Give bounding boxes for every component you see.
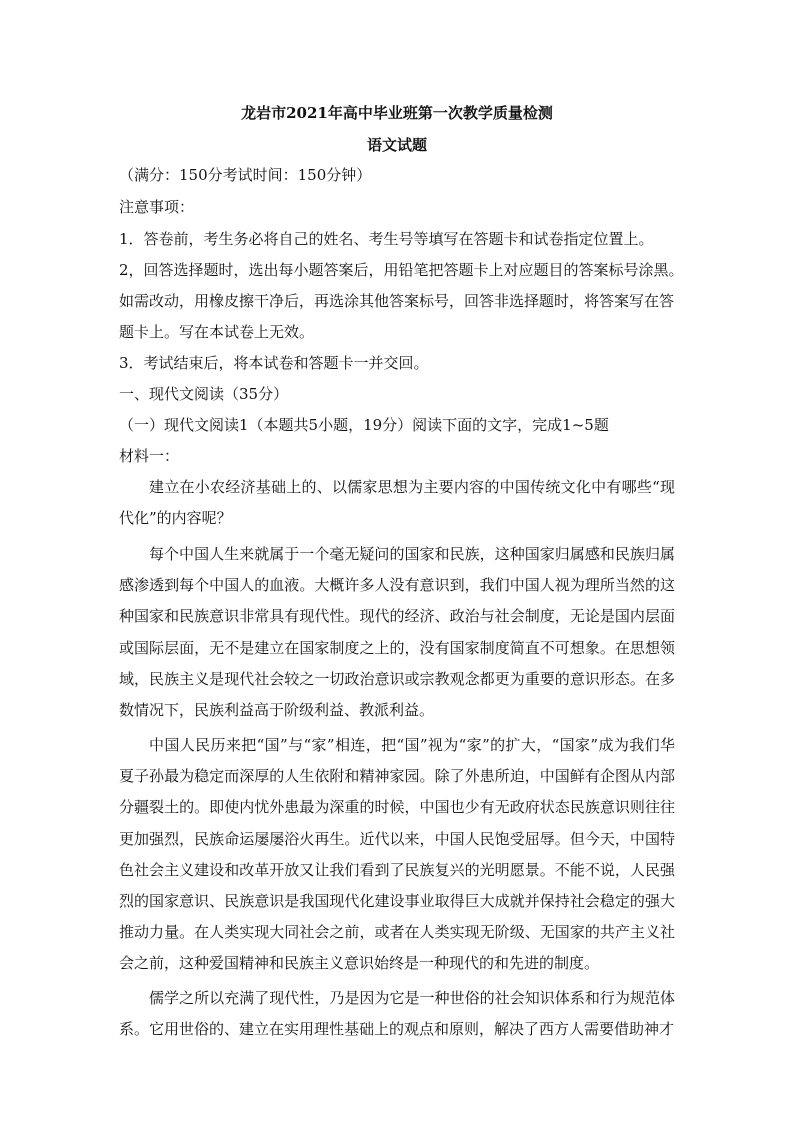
paragraph-1: 建立在小农经济基础上的、以儒家思想为主要内容的中国传统文化中有哪些“现代化”的内容呢？ <box>119 478 675 528</box>
exam-info: （满分：150分考试时间：150分钟） <box>119 166 372 184</box>
section-heading: 一、现代文阅读（35分） <box>119 385 289 403</box>
material-label: 材料一： <box>119 447 180 465</box>
exam-subtitle: 语文试题 <box>366 136 427 154</box>
notice-heading: 注意事项： <box>119 198 195 216</box>
notice-item-2-line-3: 题卡上。写在本试卷上无效。 <box>119 323 315 341</box>
paragraph-2: 每个中国人生来就属于一个毫无疑问的国家和民族，这种国家归属感和民族归属感渗透到每个中国人的血液。大概许多人没有意识到，我们中国人视为理所当然的这种国家和民族意识非常具有现代性。现代的经济、政治与社会制度，无论是国内层面或国际层面，无不是建立在国家制度之上的，没有国家制度简直不可想象。在思想领域，民族主义是现代社会较之一切政治意识或宗教观念都更为重要的意识形态。在多数情况下，民族利益高于阶级利益、教派利益。 <box>119 545 675 720</box>
paragraph-4: 儒学之所以充满了现代性，乃是因为它是一种世俗的社会知识体系和行为规范体系。它用世俗的、建立在实用理性基础上的观点和原则，解决了西方人需要借助神才 <box>119 989 675 1039</box>
exam-title: 龙岩市2021年高中毕业班第一次教学质量检测 <box>241 104 553 122</box>
notice-item-2-line-2: 如需改动，用橡皮擦干净后，再选涂其他答案标号，回答非选择题时，将答案写在答 <box>119 292 675 310</box>
notice-item-3: 3．考试结束后，将本试卷和答题卡一并交回。 <box>119 354 429 372</box>
subsection-heading: （一）现代文阅读1（本题共5小题，19分）阅读下面的文字，完成1~5题 <box>119 416 609 434</box>
paragraph-3: 中国人民历来把“国”与“家”相连，把“国”视为“家”的扩大，“国家”成为我们华夏子孙最为稳定而深厚的人生依附和精神家园。除了外患所迫，中国鲜有企图从内部分疆裂土的。即使内忧外患最为深重的时候，中国也少有无政府状态民族意识则往往更加强烈，民族命运屡屡浴火再生。近代以来，中国人民饱受屈辱。但今天，中国特色社会主义建设和改革开放又让我们看到了民族复兴的光明愿景。不能不说，人民强烈的国家意识、民族意识是我国现代化建设事业取得巨大成就并保持社会稳定的强大推动力量。在人类实现大同社会之前，或者在人类实现无阶级、无国家的共产主义社会之前，这种爱国精神和民族主义意识始终是一种现代的和先进的制度。 <box>119 736 675 973</box>
notice-item-2-line-1: 2，回答选择题时，选出每小题答案后，用铅笔把答题卡上对应题目的答案标号涂黑。 <box>119 261 684 279</box>
notice-item-1: 1．答卷前，考生务必将自己的姓名、考生号等填写在答题卡和试卷指定位置上。 <box>119 230 654 248</box>
